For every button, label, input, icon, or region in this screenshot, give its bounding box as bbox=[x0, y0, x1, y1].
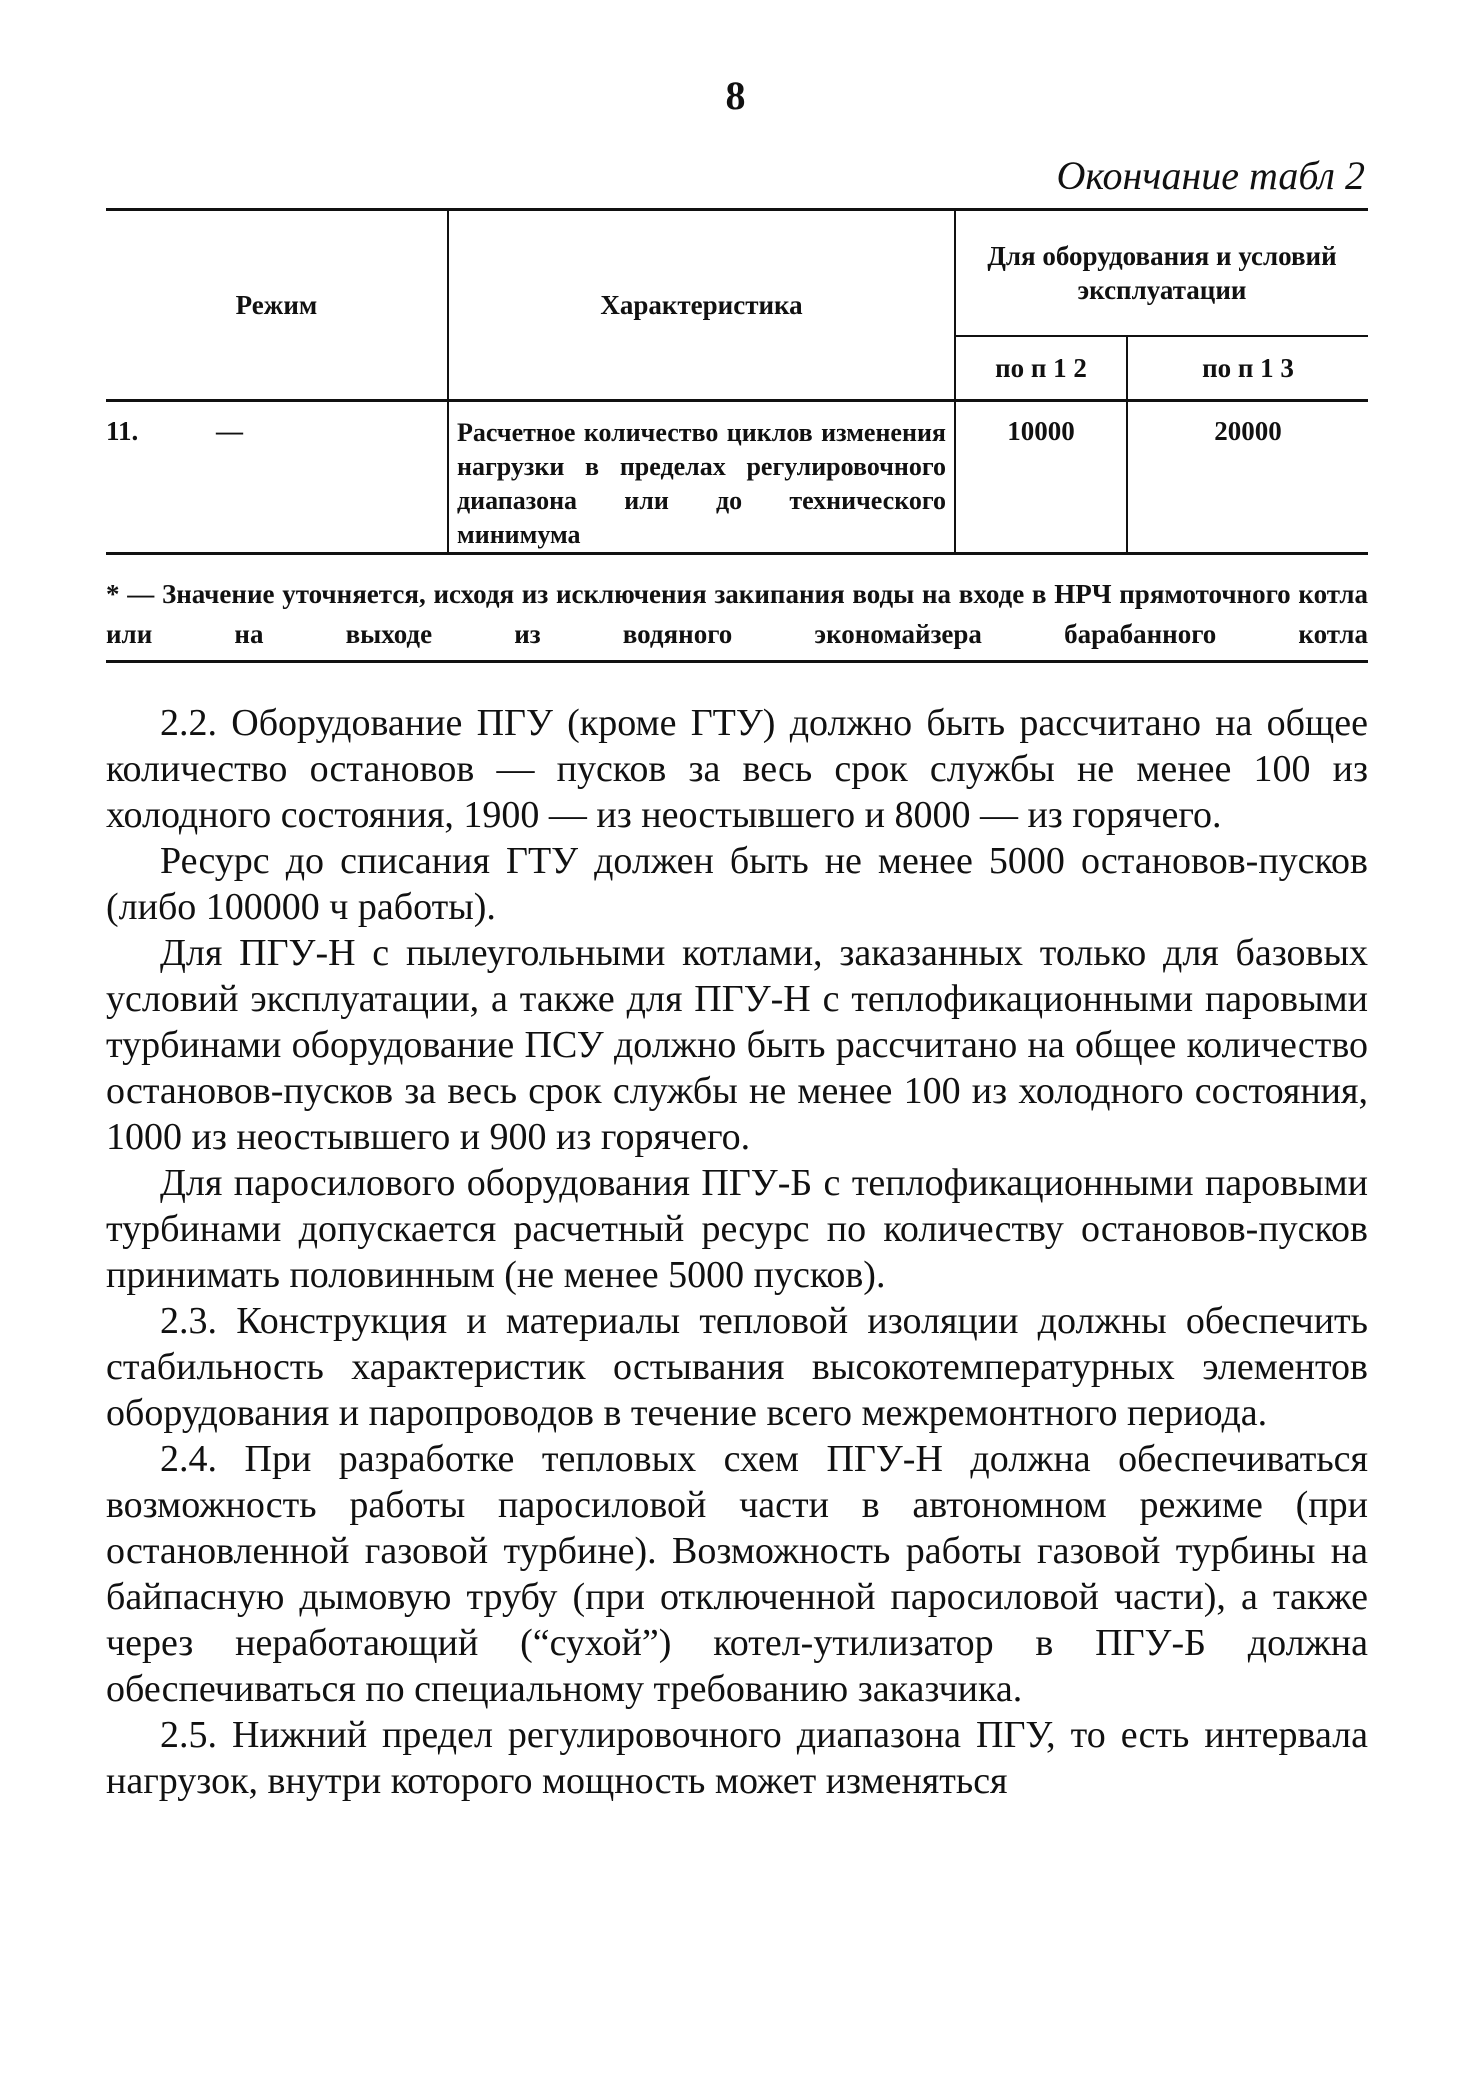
paragraph-pgu-b: Для паросилового оборудования ПГУ-Б с теплофикационными паровыми турбинами допускается расчетный ресурс по количеству остановов-пусков принимать половинным (не менее 5000 пусков). bbox=[106, 1162, 1368, 1296]
data-table bbox=[106, 208, 1368, 555]
header-mode: Режим bbox=[106, 210, 448, 401]
mode-value: — bbox=[216, 416, 243, 446]
header-characteristic: Характеристика bbox=[448, 210, 955, 401]
paragraph-2-5: 2.5. Нижний предел регулировочного диапазона ПГУ, то есть интервала нагрузок, внутри которого мощность может изменяться bbox=[106, 1714, 1368, 1802]
table-caption: Окончание табл 2 bbox=[1056, 153, 1365, 198]
cell-mode bbox=[106, 401, 448, 554]
paragraph-2-4: 2.4. При разработке тепловых схем ПГУ-Н должна обеспечиваться возможность работы паросиловой части в автономном режиме (при остановленной газовой турбине). Возможность работы газовой турбины на байпасную дымовую трубу (при отключенной паросиловой части), а также через неработающий (“сухой”) котел-утилизатор в ПГУ-Б должна обеспечиваться по специальному требованию заказчика. bbox=[106, 1438, 1368, 1710]
paragraph-2-3: 2.3. Конструкция и материалы тепловой изоляции должны обеспечить стабильность характеристик остывания высокотемпературных элементов оборудования и паропроводов в течение всего межремонтного периода. bbox=[106, 1300, 1368, 1434]
header-equipment-group: Для оборудования и условий эксплуатации bbox=[955, 210, 1368, 337]
cell-characteristic: Расчетное количество циклов изменения нагрузки в пределах регулировочного диапазона или до технического минимума bbox=[448, 401, 955, 554]
header-sub-2: по п 1 3 bbox=[1127, 336, 1368, 401]
paragraph-gtu-resource: Ресурс до списания ГТУ должен быть не менее 5000 остановов-пусков (либо 100000 ч работы). bbox=[106, 840, 1368, 928]
header-sub-1: по п 1 2 bbox=[955, 336, 1127, 401]
table-container bbox=[106, 208, 1368, 555]
paragraph-pgu-n: Для ПГУ-Н с пылеугольными котлами, заказанных только для базовых условий эксплуатации, а также для ПГУ-Н с теплофикационными паровыми турбинами оборудование ПСУ должно быть рассчитано на общее количество остановов-пусков за весь срок службы не менее 100 из холодного состояния, 1000 из неостывшего и 900 из горячего. bbox=[106, 932, 1368, 1158]
paragraph-2-2: 2.2. Оборудование ПГУ (кроме ГТУ) должно быть рассчитано на общее количество остановов — пусков за весь срок службы не менее 100 из холодного состояния, 1900 — из неостывшего и 8000 — из горячего. bbox=[106, 702, 1368, 836]
table-row bbox=[106, 401, 1368, 554]
body-text bbox=[106, 700, 1368, 1804]
mode-number: 11. bbox=[106, 416, 139, 446]
cell-value-2: 20000 bbox=[1127, 401, 1368, 554]
page-number: 8 bbox=[725, 73, 746, 118]
table-footnote: * — Значение уточняется, исходя из исключения закипания воды на входе в НРЧ прямоточного котла или на выходе из водяного экономайзера барабанного котла bbox=[106, 574, 1368, 663]
cell-value-1: 10000 bbox=[955, 401, 1127, 554]
